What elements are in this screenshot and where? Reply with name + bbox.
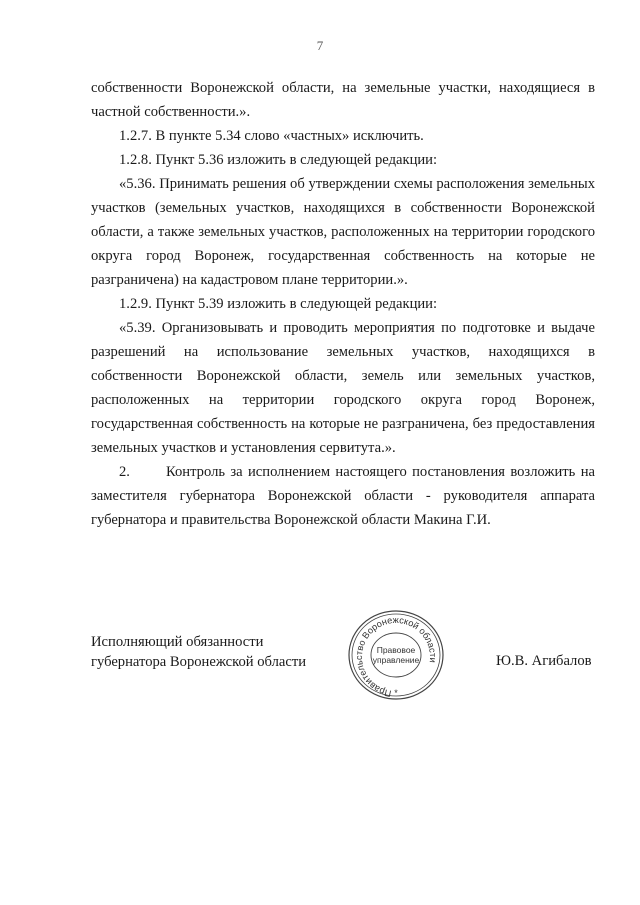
paragraph-continuation: собственности Воронежской области, на земельные участки, находящиеся в частной собственности.». bbox=[91, 80, 595, 120]
paragraph-5-39: «5.39. Организовывать и проводить мероприятия по подготовке и выдаче разрешений на использование земельных участков, находящихся в собственности Воронежской области, земель или земельных участков, расположенных на территории городского округа город Воронеж, государственная собственность на которые не разграничена, без предоставления земельных участков и установления сервитута.». bbox=[91, 320, 595, 456]
signatory-title bbox=[91, 632, 306, 672]
stamp-ring-text: Правительство Воронежской области bbox=[353, 614, 439, 699]
stamp-star: * bbox=[394, 688, 398, 698]
signatory-title-line2: губернатора Воронежской области bbox=[91, 654, 307, 670]
stamp-center-line2: управление bbox=[372, 655, 420, 665]
paragraph-2-text: Контроль за исполнением настоящего постановления возложить на заместителя губернатора Воронежской области - руководителя аппарата губернатора и правительства Воронежской области Макина Г.И. bbox=[91, 464, 595, 528]
stamp-seal-icon bbox=[340, 605, 452, 705]
paragraph-2 bbox=[91, 460, 595, 532]
document-body bbox=[91, 76, 595, 532]
stamp-center-line1: Правовое bbox=[376, 645, 416, 655]
paragraph-5-36: «5.36. Принимать решения об утверждении схемы расположения земельных участков (земельных участков, находящихся в собственности Воронежской области, а также земельных участков, расположенных на территории городского округа город Воронеж, государственная собственность на которые не разграничена) на кадастровом плане территории.». bbox=[91, 176, 595, 288]
paragraph-1-2-7: 1.2.7. В пункте 5.34 слово «частных» исключить. bbox=[119, 128, 424, 144]
paragraph-1-2-9: 1.2.9. Пункт 5.39 изложить в следующей редакции: bbox=[119, 296, 438, 312]
paragraph-2-number: 2. bbox=[119, 464, 130, 480]
page-number: 7 bbox=[316, 38, 324, 53]
official-stamp bbox=[340, 605, 452, 705]
signatory-title-line1: Исполняющий обязанности bbox=[91, 634, 264, 650]
paragraph-1-2-8: 1.2.8. Пункт 5.36 изложить в следующей редакции: bbox=[119, 152, 438, 168]
signatory-name: Ю.В. Агибалов bbox=[496, 653, 592, 669]
